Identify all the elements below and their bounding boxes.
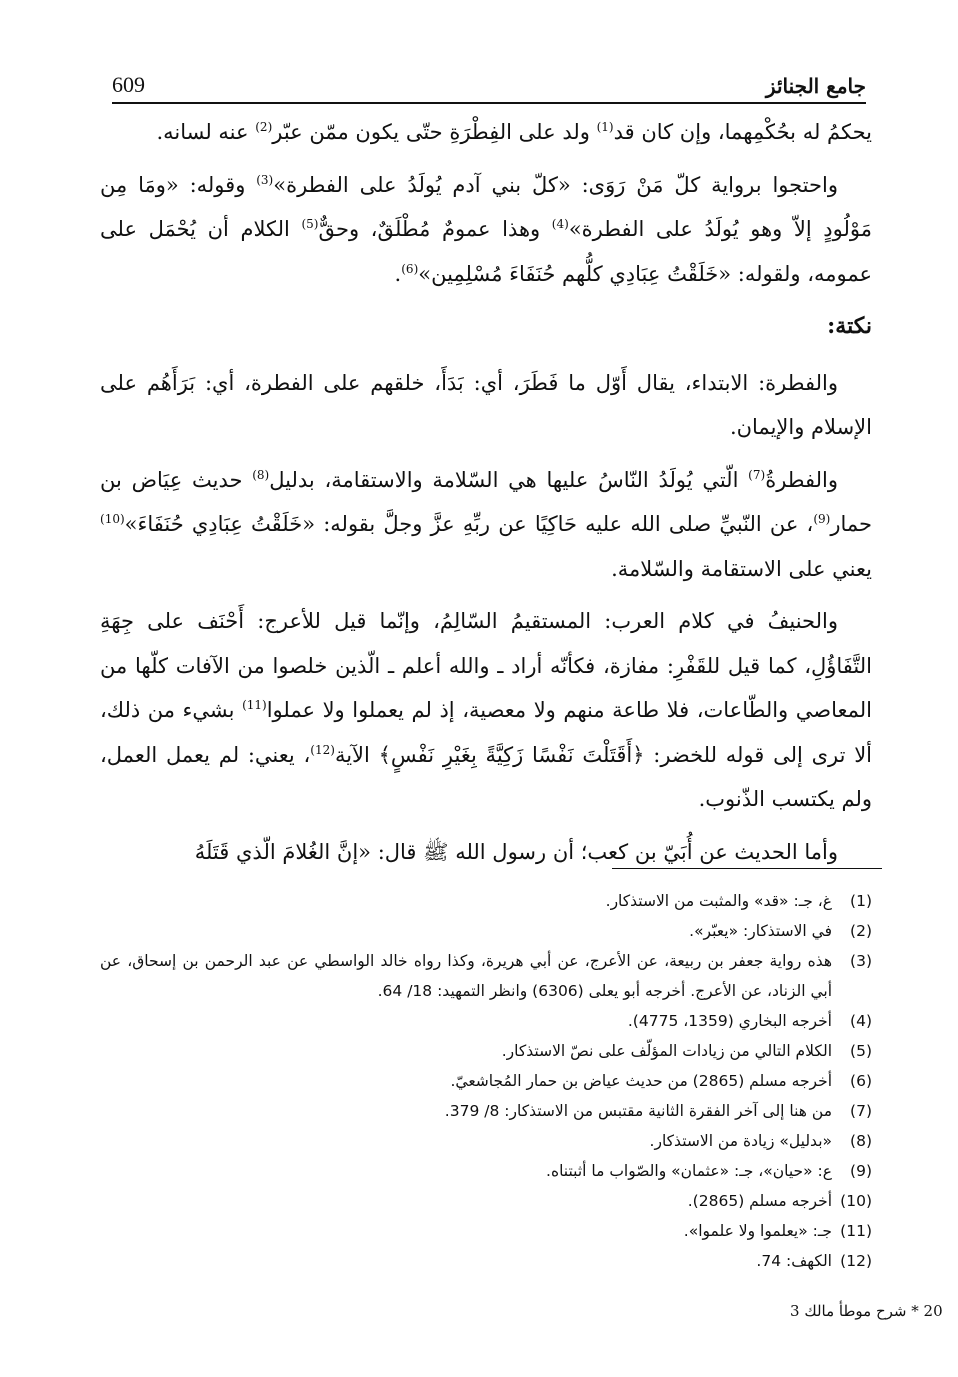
paragraph-4: والفطرةُ$^{(7)}$ الّتي يُولَدُ النّاسُ عليها هي السّلامة والاستقامة، بدليل$^{(8)}$ حديث عِيَاض بن حمار$^{(9)}$، عن النّبيِّ صلى الله عليه حَاكِيًا عن ربِّهِ عزَّ وجلَّ بقوله: «خَلَقْتُ عِبَادِي حُنَفَاءَ»$^{(10)}$ يعني على الاستقامة والسّلامة. [100,467,872,581]
footnote-ref[interactable]: (7) [748,467,766,482]
footnote-ref[interactable]: (2) [255,120,273,134]
main-text [100,110,872,882]
footnote-item: (7) من هنا إلى آخر الفقرة الثانية مقتبس من الاستذكار: 8/ 379. [444,1102,872,1120]
paragraph-6: وأما الحديث عن أُبَيّ بن كعب؛ أن رسول الله ﷺ قال: «إنَّ الغُلامَ الّذي قَتَلَهُ [194,839,838,864]
footnote-item: (1) غ، جـ: «قد» والمثبت من الاستذكار. [605,892,872,910]
footnote-item: (10) أخرجه مسلم (2865). [687,1192,872,1210]
paragraph-1: يحكمُ له بحُكْمِهما، وإن كان قد$^{(1)}$ ولد على الفِطْرَةِ حتّى يكون ممّن عبّر$^{(2)}$ عنه لسانه. [156,120,872,144]
footnote-item: (6) أخرجه مسلم (2865) من حديث عياض بن حمار المُجاشعيّ. [450,1072,872,1090]
printer-signature: 20 * شرح موطأ مالك 3 [790,1302,943,1320]
footnote-item: (3) هذه رواية جعفر بن ربيعة، عن الأعرج، عن أبي هريرة، وكذا رواه خالد الواسطي عن عبد الرحمن بن إسحاق، عن أبي الزناد، عن الأعرج. أخرجه أبو يعلى (6306) وانظر التمهيد: 18/ 64. [100,952,872,1000]
paragraph-2: واحتجوا برواية كلّ مَنْ رَوَى: «كلّ بني آدم يُولَدُ على الفطرة»$^{(3)}$ وقوله: «ومَا مِن مَوْلُودٍ إلاّ وهو يُولَدُ على الفطرة»$^{(4)}$ وهذا عمومٌ مُطْلَقٌ، وحقٌّ$^{(5)}$ الكلام أن يُحْمَل على عمومه، ولقوله: «خَلَقْتُ عِبَادِي كلُّهم حُنَفَاءَ مُسْلِمِين»$^{(6)}$. [100,172,872,286]
paragraph-3: والفطرة: الابتداء، يقال أَوّل ما فَطَرَ، أي: بَدَأَ، خلقهم على الفطرة، أي: بَرَأَهُم على الإسلام والإيمان. [100,370,872,439]
section-heading: نكتة: [827,313,872,339]
footnote-ref[interactable]: (4) [551,217,569,231]
footnote-ref[interactable]: (1) [596,120,614,134]
footnote-divider [612,868,882,869]
footnote-item: (2) في الاستذكار: «يعبّر». [689,922,872,940]
footnote-ref[interactable]: (3) [256,172,274,187]
footnote-item: (9) ع: «حيان»، جـ: «عثمان» والصّواب ما أثبتناه. [546,1162,872,1180]
footnote-ref[interactable]: (5) [301,217,319,231]
footnote-item: (8) «بدليل» زيادة من الاستذكار. [649,1132,872,1150]
footnote-ref[interactable]: (8) [252,467,270,482]
page-number: 609 [112,72,145,97]
footnote-ref[interactable]: (10) [100,512,125,526]
footnotes [100,886,872,1276]
footnote-item: (5) الكلام التالي من زيادات المؤلّف على نصّ الاستذكار. [501,1042,872,1060]
footnote-ref[interactable]: (12) [310,742,335,757]
paragraph-5: والحنيفُ في كلام العرب: المستقيمُ السّالِمُ، وإنّما قيل للأعرج: أَحْنَف على جِهَةِ التَّفَاؤُلِ، كما قيل للقَفْرِ: مفازة، فكأنّه أراد ـ والله أعلم ـ الّذين خلصوا من الآفات كلّها من المعاصي والطّاعات، فلا طاعة منهم ولا معصية، إذ لم يعملوا ولا عملوا$^{(11)}$ بشيء من ذلك، ألا ترى إلى قوله للخضر: ﴿أَقَتَلْتَ نَفْسًا زَكِيَّةً بِغَيْرِ نَفْسٍ﴾ الآية$^{(12)}$، يعني: لم يعمل العمل، ولم يكتسب الذّنوب. [100,609,873,811]
running-title: جامع الجنائز [765,74,866,98]
footnote-item: (12) الكهف: 74. [756,1252,872,1270]
footnote-item: (11) جـ: «يعلموا ولا علموا». [683,1222,872,1240]
running-header [112,58,866,104]
footnote-item: (4) أخرجه البخاري (1359، 4775). [627,1012,872,1030]
footnote-ref[interactable]: (9) [813,512,831,526]
footnote-ref[interactable]: (11) [242,698,267,712]
footnote-ref[interactable]: (6) [401,261,419,276]
